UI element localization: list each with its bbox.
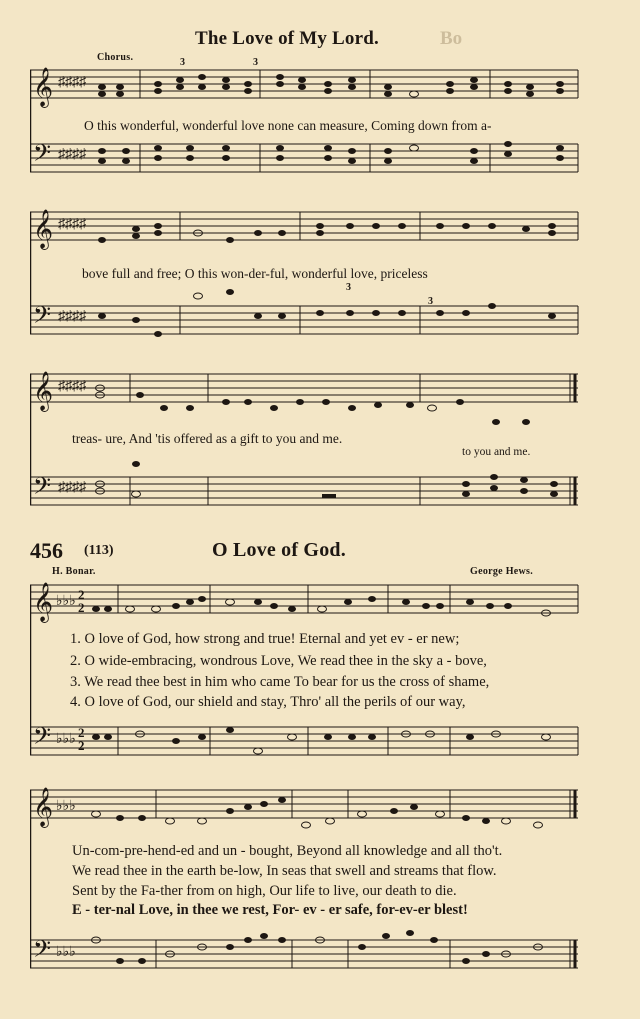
svg-text:𝄞: 𝄞 bbox=[33, 582, 54, 622]
hymn-title: The Love of My Lord. bbox=[195, 28, 379, 49]
svg-text:♯♯♯♯: ♯♯♯♯ bbox=[58, 147, 86, 162]
bleed-through-text: Bo bbox=[440, 28, 463, 49]
lyric-echo: to you and me. bbox=[462, 446, 531, 458]
svg-text:♭♭♭: ♭♭♭ bbox=[56, 594, 76, 609]
svg-text:𝄢: 𝄢 bbox=[33, 301, 52, 334]
svg-text:♯♯♯♯: ♯♯♯♯ bbox=[58, 309, 86, 324]
svg-text:𝄞: 𝄞 bbox=[33, 787, 54, 827]
verse-line: Un-com-pre-hend-ed and un - bought, Beyond all knowledge and all tho't. bbox=[72, 843, 503, 859]
chorus-label: Chorus. bbox=[97, 52, 134, 63]
hymn-alt-number: (113) bbox=[84, 543, 114, 558]
verse-line: 1. O love of God, how strong and true! Eternal and yet ev - er new; bbox=[70, 631, 460, 647]
svg-text:𝄢: 𝄢 bbox=[33, 139, 52, 172]
verse-line: We read thee in the earth be-low, In seas that swell and streams that flow. bbox=[72, 863, 497, 879]
svg-text:♯♯♯♯: ♯♯♯♯ bbox=[58, 75, 86, 90]
verse-line: Sent by the Fa-ther from on high, Our life to live, our death to die. bbox=[72, 883, 457, 899]
music-system bbox=[30, 202, 580, 362]
svg-text:2: 2 bbox=[78, 600, 85, 615]
author-credit: H. Bonar. bbox=[52, 566, 96, 577]
svg-text:♯♯♯♯: ♯♯♯♯ bbox=[58, 480, 86, 495]
triplet-mark: 3 bbox=[428, 296, 434, 307]
verse-line: 2. O wide-embracing, wondrous Love, We read thee in the sky a - bove, bbox=[70, 653, 487, 669]
lyric-line: bove full and free; O this won-der-ful, wonderful love, priceless bbox=[82, 266, 428, 281]
hymn-number: 456 bbox=[30, 538, 63, 563]
lyric-line: treas- ure, And 'tis offered as a gift to you and me. bbox=[72, 431, 343, 446]
svg-text:♭♭♭: ♭♭♭ bbox=[56, 799, 76, 814]
svg-text:2: 2 bbox=[78, 587, 85, 602]
triplet-mark: 3 bbox=[180, 57, 186, 68]
svg-text:♭♭♭: ♭♭♭ bbox=[56, 732, 76, 747]
verse-line: 4. O love of God, our shield and stay, Thro' all the perils of our way, bbox=[70, 694, 466, 710]
svg-text:𝄞: 𝄞 bbox=[33, 67, 54, 107]
triplet-mark: 3 bbox=[253, 57, 259, 68]
svg-text:𝄞: 𝄞 bbox=[33, 371, 54, 411]
svg-text:𝄢: 𝄢 bbox=[33, 722, 52, 755]
svg-text:𝄞: 𝄞 bbox=[33, 209, 54, 249]
svg-text:𝄢: 𝄢 bbox=[33, 935, 52, 968]
svg-text:2: 2 bbox=[78, 738, 85, 753]
verse-line: 3. We read thee best in him who came To bear for us the cross of shame, bbox=[70, 674, 490, 690]
verse-line: E - ter-nal Love, in thee we rest, For- ev - er safe, for-ev-er blest! bbox=[72, 902, 468, 918]
hymn-title: O Love of God. bbox=[212, 539, 346, 561]
composer-credit: George Hews. bbox=[470, 566, 534, 577]
svg-text:𝄢: 𝄢 bbox=[33, 472, 52, 505]
triplet-mark: 3 bbox=[346, 282, 352, 293]
svg-text:♯♯♯♯: ♯♯♯♯ bbox=[58, 379, 86, 394]
lyric-line: O this wonderful, wonderful love none can measure, Coming down from a- bbox=[84, 118, 492, 133]
svg-text:2: 2 bbox=[78, 725, 85, 740]
svg-text:♭♭♭: ♭♭♭ bbox=[56, 945, 76, 960]
svg-text:♯♯♯♯: ♯♯♯♯ bbox=[58, 217, 86, 232]
